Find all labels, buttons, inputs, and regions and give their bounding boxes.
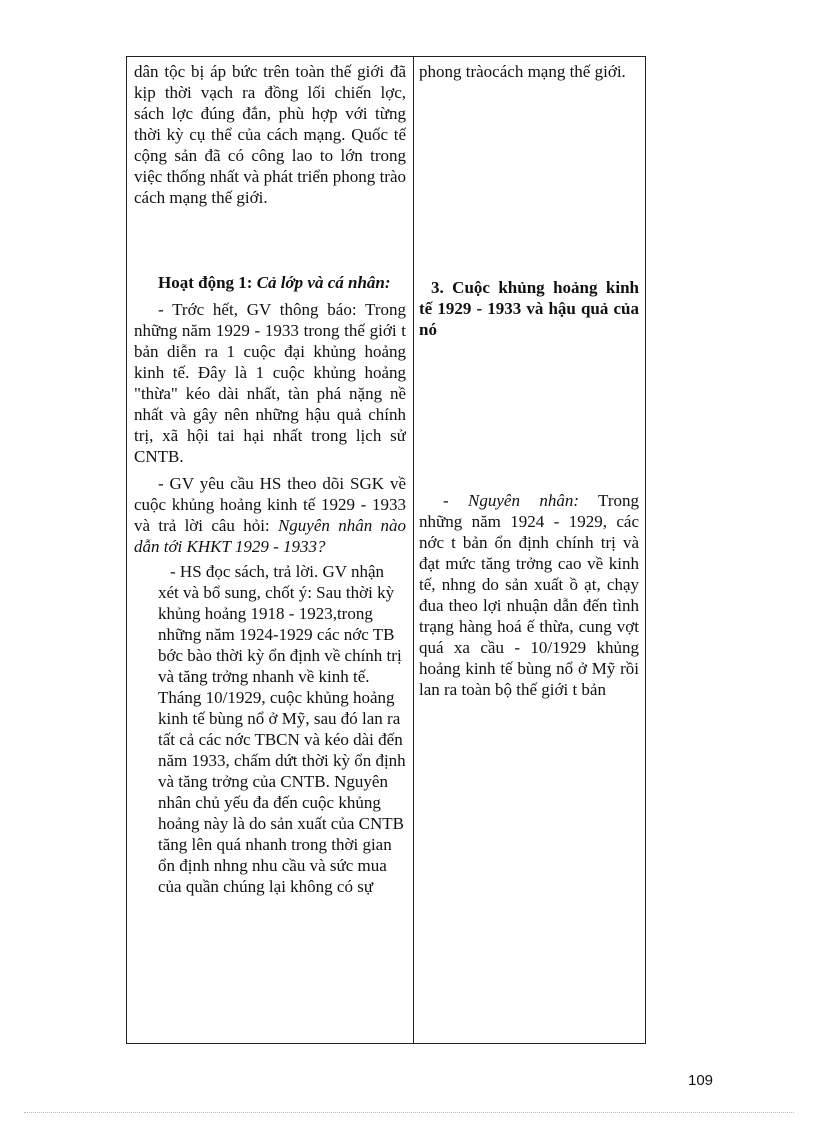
- section-title: 3. Cuộc khủng hoảng kinh tế 1929 - 1933 và hậu quả của nó: [419, 278, 639, 339]
- cause-label: - Nguyên nhân:: [443, 491, 579, 510]
- teacher-announcement: - Trớc hết, GV thông báo: Trong những năm 1929 - 1933 trong thế giới t bản diễn ra 1 cuộc đại khủng hoảng kinh tế. Đây là 1 cuộc khủng hoảng "thừa" kéo dài nhất, tàn phá nặng nề nhất và gây nên những hậu quả chính trị, xã hội tai hại nhất trong lịch sử CNTB.: [134, 300, 406, 466]
- cause-text: Trong những năm 1924 - 1929, các nớc t bản ổn định chính trị và đạt mức tăng trởng cao về kinh tế, nhng do sản xuất ồ ạt, chạy đua theo lợi nhuận dẫn đến tình trạng hàng hoá ế thừa, cung vợt quá xa cầu - 10/1929 khủng hoảng kinh tế bùng nổ ở Mỹ rồi lan ra toàn bộ thế giới t bản: [419, 491, 639, 699]
- teacher-question: [134, 473, 406, 557]
- cause-paragraph: [419, 490, 639, 700]
- student-answer: - HS đọc sách, trả lời. GV nhận xét và bổ sung, chốt ý: Sau thời kỳ khủng hoảng 1918 - 1923,trong những năm 1924-1929 các nớc TB bớc bào thời kỳ ổn định về chính trị và tăng trởng nhanh về kinh tế. Tháng 10/1929, cuộc khủng hoảng kinh tế bùng nổ ở Mỹ, sau đó lan ra tất cả các nớc TBCN và kéo dài đến năm 1933, chấm dứt thời kỳ ổn định và tăng trởng của CNTB. Nguyên nhân chủ yếu đa đến cuộc khủng hoảng này là do sản xuất của CNTB tăng lên quá nhanh trong thời gian ổn định nhng nhu cầu và sức mua của quần chúng lại không có sự: [158, 562, 406, 896]
- activity-heading: [134, 272, 406, 293]
- left-intro-text: dân tộc bị áp bức trên toàn thế giới đã kịp thời vạch ra đồng lối chiến lợc, sách lợc đúng đắn, phù hợp với từng thời kỳ cụ thể của cách mạng. Quốc tế cộng sản đã có công lao to lớn trong việc thống nhất và phát triển phong trào cách mạng thế giới.: [134, 62, 406, 207]
- footer-divider: [24, 1112, 794, 1113]
- activity-label: Hoạt động 1:: [158, 273, 257, 292]
- right-intro-text: phong tràocách mạng thế giới.: [419, 62, 626, 81]
- question-prompt: Nguyên nhân nào dẫn tới KHKT 1929 - 1933?: [134, 516, 406, 556]
- activity-mode: Cả lớp và cá nhân:: [256, 273, 391, 292]
- right-column: [419, 61, 639, 1042]
- column-divider: [413, 56, 414, 1044]
- page-number: 109: [688, 1072, 714, 1089]
- teacher-question-text: - GV yêu cầu HS theo dõi SGK về cuộc khủng hoảng kinh tế 1929 - 1933 và trả lời câu hỏi:: [134, 474, 406, 535]
- left-column: [134, 61, 406, 1042]
